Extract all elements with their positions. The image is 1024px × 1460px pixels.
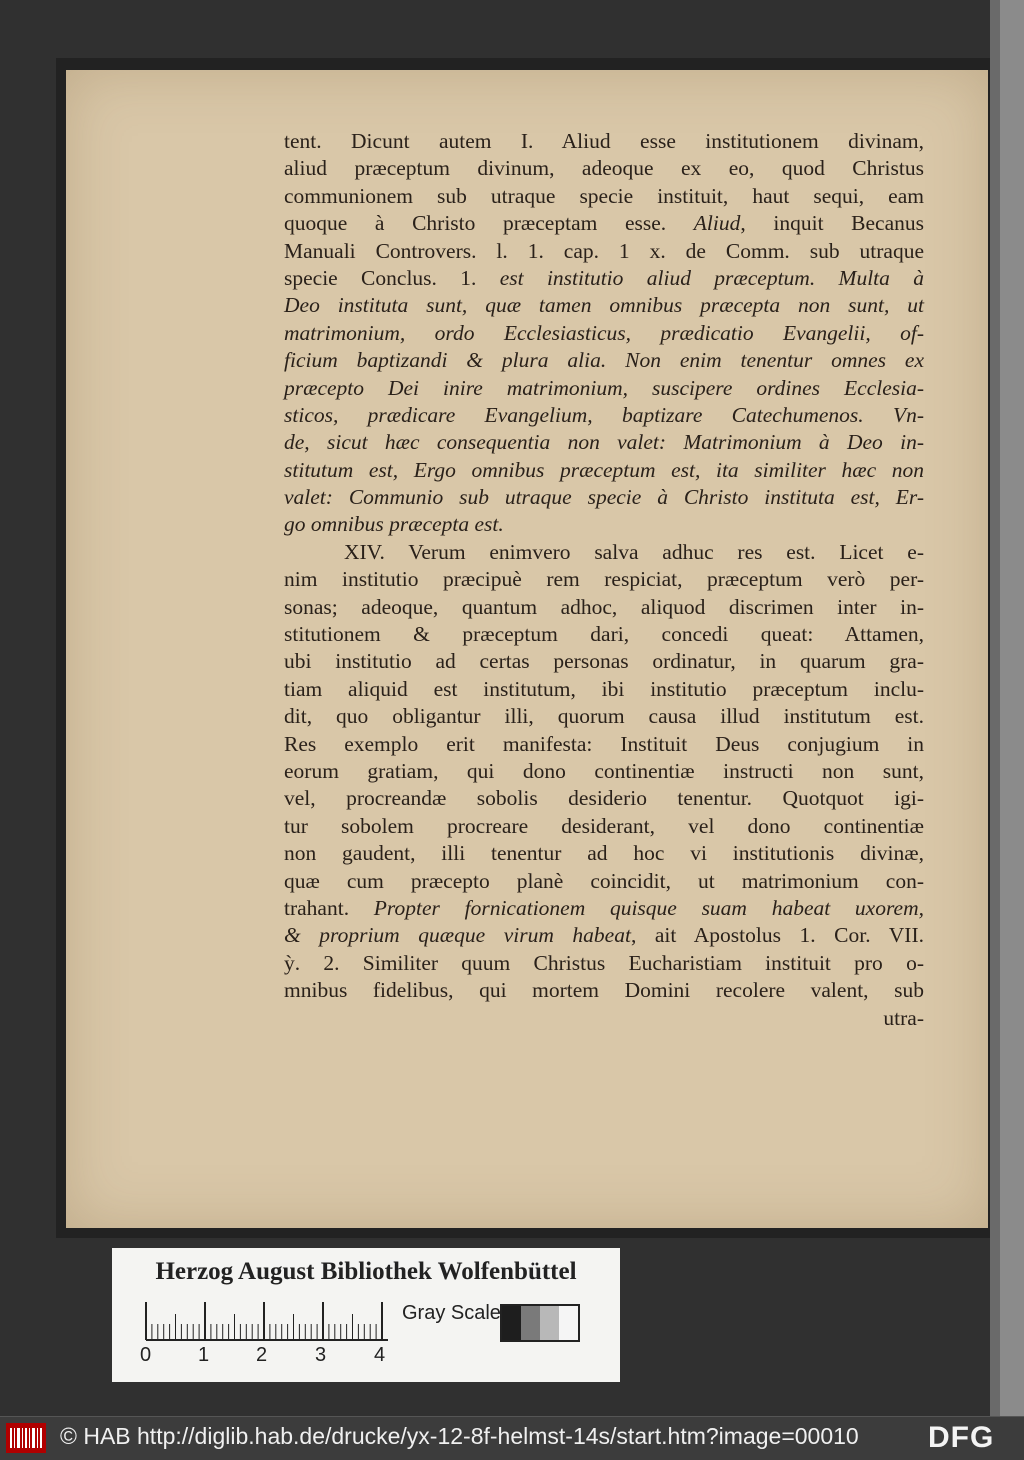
text-line <box>284 895 924 922</box>
gray-swatch-1 <box>502 1306 521 1340</box>
text-line <box>284 539 924 566</box>
gray-swatch-2 <box>521 1306 540 1340</box>
text-line <box>284 265 924 292</box>
adjacent-page-edge-inner <box>1000 0 1024 1416</box>
italic-text: Aliud <box>693 211 741 236</box>
dfg-logo: DFG <box>928 1421 995 1454</box>
italic-text: est institutio aliud præceptum. Multa à <box>499 265 924 290</box>
text-line <box>284 511 924 538</box>
text-line <box>284 758 924 785</box>
text-line <box>284 922 924 949</box>
roman-text: quoque à Christo præceptam esse. <box>284 211 694 236</box>
roman-text: specie Conclus. 1. <box>284 265 500 290</box>
page-text <box>284 128 924 1032</box>
text-line <box>284 840 924 867</box>
library-barcode-icon <box>6 1423 46 1453</box>
text-line <box>284 977 924 1004</box>
text-line <box>284 785 924 812</box>
ruler-number-1: 1 <box>198 1344 210 1366</box>
ruler-number-2: 2 <box>256 1344 268 1366</box>
italic-text: valet: Communio sub utraque specie à Christo instituta est, Er- <box>284 485 924 510</box>
color-ruler-card <box>112 1248 620 1382</box>
roman-text: tur sobolem procreare desiderant, vel dono continentiæ <box>284 813 924 838</box>
gray-swatch-4 <box>559 1306 578 1340</box>
roman-text: dit, quo obligantur illi, quorum causa illud institutum est. <box>284 704 924 729</box>
text-line <box>284 402 924 429</box>
text-line <box>284 594 924 621</box>
text-line <box>284 731 924 758</box>
roman-text: communionem sub utraque specie instituit, haut sequi, eam <box>284 183 924 208</box>
roman-text: , ait Apostolus 1. Cor. VII. <box>630 923 924 948</box>
text-line <box>284 183 924 210</box>
roman-text: XIV. Verum enimvero salva adhuc res est. Licet e- <box>344 539 924 564</box>
roman-text: Res exemplo erit manifesta: Instituit Deus conjugium in <box>284 731 924 756</box>
text-line <box>284 347 924 374</box>
roman-text: trahant. <box>284 895 374 920</box>
italic-text: de, sicut hæc consequentia non valet: Matrimonium à Deo in- <box>284 430 924 455</box>
roman-text: quæ cum præcepto planè coincidit, ut matrimonium con- <box>284 868 924 893</box>
gray-scale-swatches <box>500 1304 580 1342</box>
text-line <box>284 1005 924 1032</box>
ruler-number-3: 3 <box>315 1344 327 1366</box>
roman-text: utra- <box>883 1005 924 1030</box>
italic-text: & proprium quæque virum habeat <box>284 923 631 948</box>
italic-text: ficium baptizandi & plura alia. Non enim tenentur omnes ex <box>284 348 924 373</box>
italic-text: Deo instituta sunt, quæ tamen omnibus præcepta non sunt, ut <box>284 293 924 318</box>
ruler-title: Herzog August Bibliothek Wolfenbüttel <box>155 1258 577 1285</box>
roman-text: eorum gratiam, qui dono continentiæ instructi non sunt, <box>284 758 924 783</box>
text-line <box>284 621 924 648</box>
text-line <box>284 703 924 730</box>
text-line <box>284 155 924 182</box>
text-line <box>284 566 924 593</box>
text-line <box>284 238 924 265</box>
roman-text: tiam aliquid est institutum, ibi institutio præceptum inclu- <box>284 676 924 701</box>
text-line <box>284 950 924 977</box>
source-link[interactable]: © HAB http://diglib.hab.de/drucke/yx-12-8f-helmst-14s/start.htm?image=00010 <box>60 1423 859 1449</box>
text-line <box>284 813 924 840</box>
footer-bar <box>0 1416 1024 1460</box>
italic-text: præcepto Dei inire matrimonium, suscipere ordines Ecclesia- <box>284 375 924 400</box>
ruler-number-0: 0 <box>140 1344 152 1366</box>
text-line <box>284 868 924 895</box>
text-line <box>284 375 924 402</box>
ruler-number-4: 4 <box>374 1344 386 1366</box>
text-line <box>284 648 924 675</box>
roman-text: ỳ. 2. Similiter quum Christus Eucharistiam instituit pro o- <box>284 950 924 975</box>
italic-text: go omnibus præcepta est. <box>284 512 504 537</box>
roman-text: non gaudent, illi tenentur ad hoc vi institutionis divinæ, <box>284 841 924 866</box>
text-line <box>284 457 924 484</box>
text-line <box>284 676 924 703</box>
roman-text: Manuali Controvers. l. 1. cap. 1 x. de Comm. sub utraque <box>284 238 924 263</box>
italic-text: stitutum est, Ergo omnibus præceptum est, ita similiter hæc non <box>284 457 924 482</box>
roman-text: nim institutio præcipuè rem respiciat, præceptum verò per- <box>284 567 924 592</box>
text-line <box>284 484 924 511</box>
roman-text: ubi institutio ad certas personas ordinatur, in quarum gra- <box>284 649 924 674</box>
text-line <box>284 292 924 319</box>
roman-text: tent. Dicunt autem I. Aliud esse institutionem divinam, <box>284 129 924 153</box>
roman-text: mnibus fidelibus, qui mortem Domini recolere valent, sub <box>284 978 924 1003</box>
roman-text: sonas; adeoque, quantum adhoc, aliquod discrimen inter in- <box>284 594 924 619</box>
text-line <box>284 128 924 155</box>
text-line <box>284 210 924 237</box>
text-line <box>284 429 924 456</box>
italic-text: Propter fornicationem quisque suam habeat uxorem, <box>373 895 924 920</box>
gray-scale-label: Gray Scale <box>402 1302 501 1324</box>
roman-text: aliud præceptum divinum, adeoque ex eo, quod Christus <box>284 156 924 181</box>
italic-text: sticos, prædicare Evangelium, baptizare Catechumenos. Vn- <box>284 402 924 427</box>
roman-text: vel, procreandæ sobolis desiderio tenentur. Quotquot igi- <box>284 786 924 811</box>
ruler-scale <box>112 1300 402 1344</box>
italic-text: matrimonium, ordo Ecclesiasticus, prædicatio Evangelii, of- <box>284 320 924 345</box>
gray-swatch-3 <box>540 1306 559 1340</box>
roman-text: stitutionem & præceptum dari, concedi queat: Attamen, <box>284 622 924 647</box>
roman-text: , inquit Becanus <box>740 211 924 236</box>
text-line <box>284 320 924 347</box>
